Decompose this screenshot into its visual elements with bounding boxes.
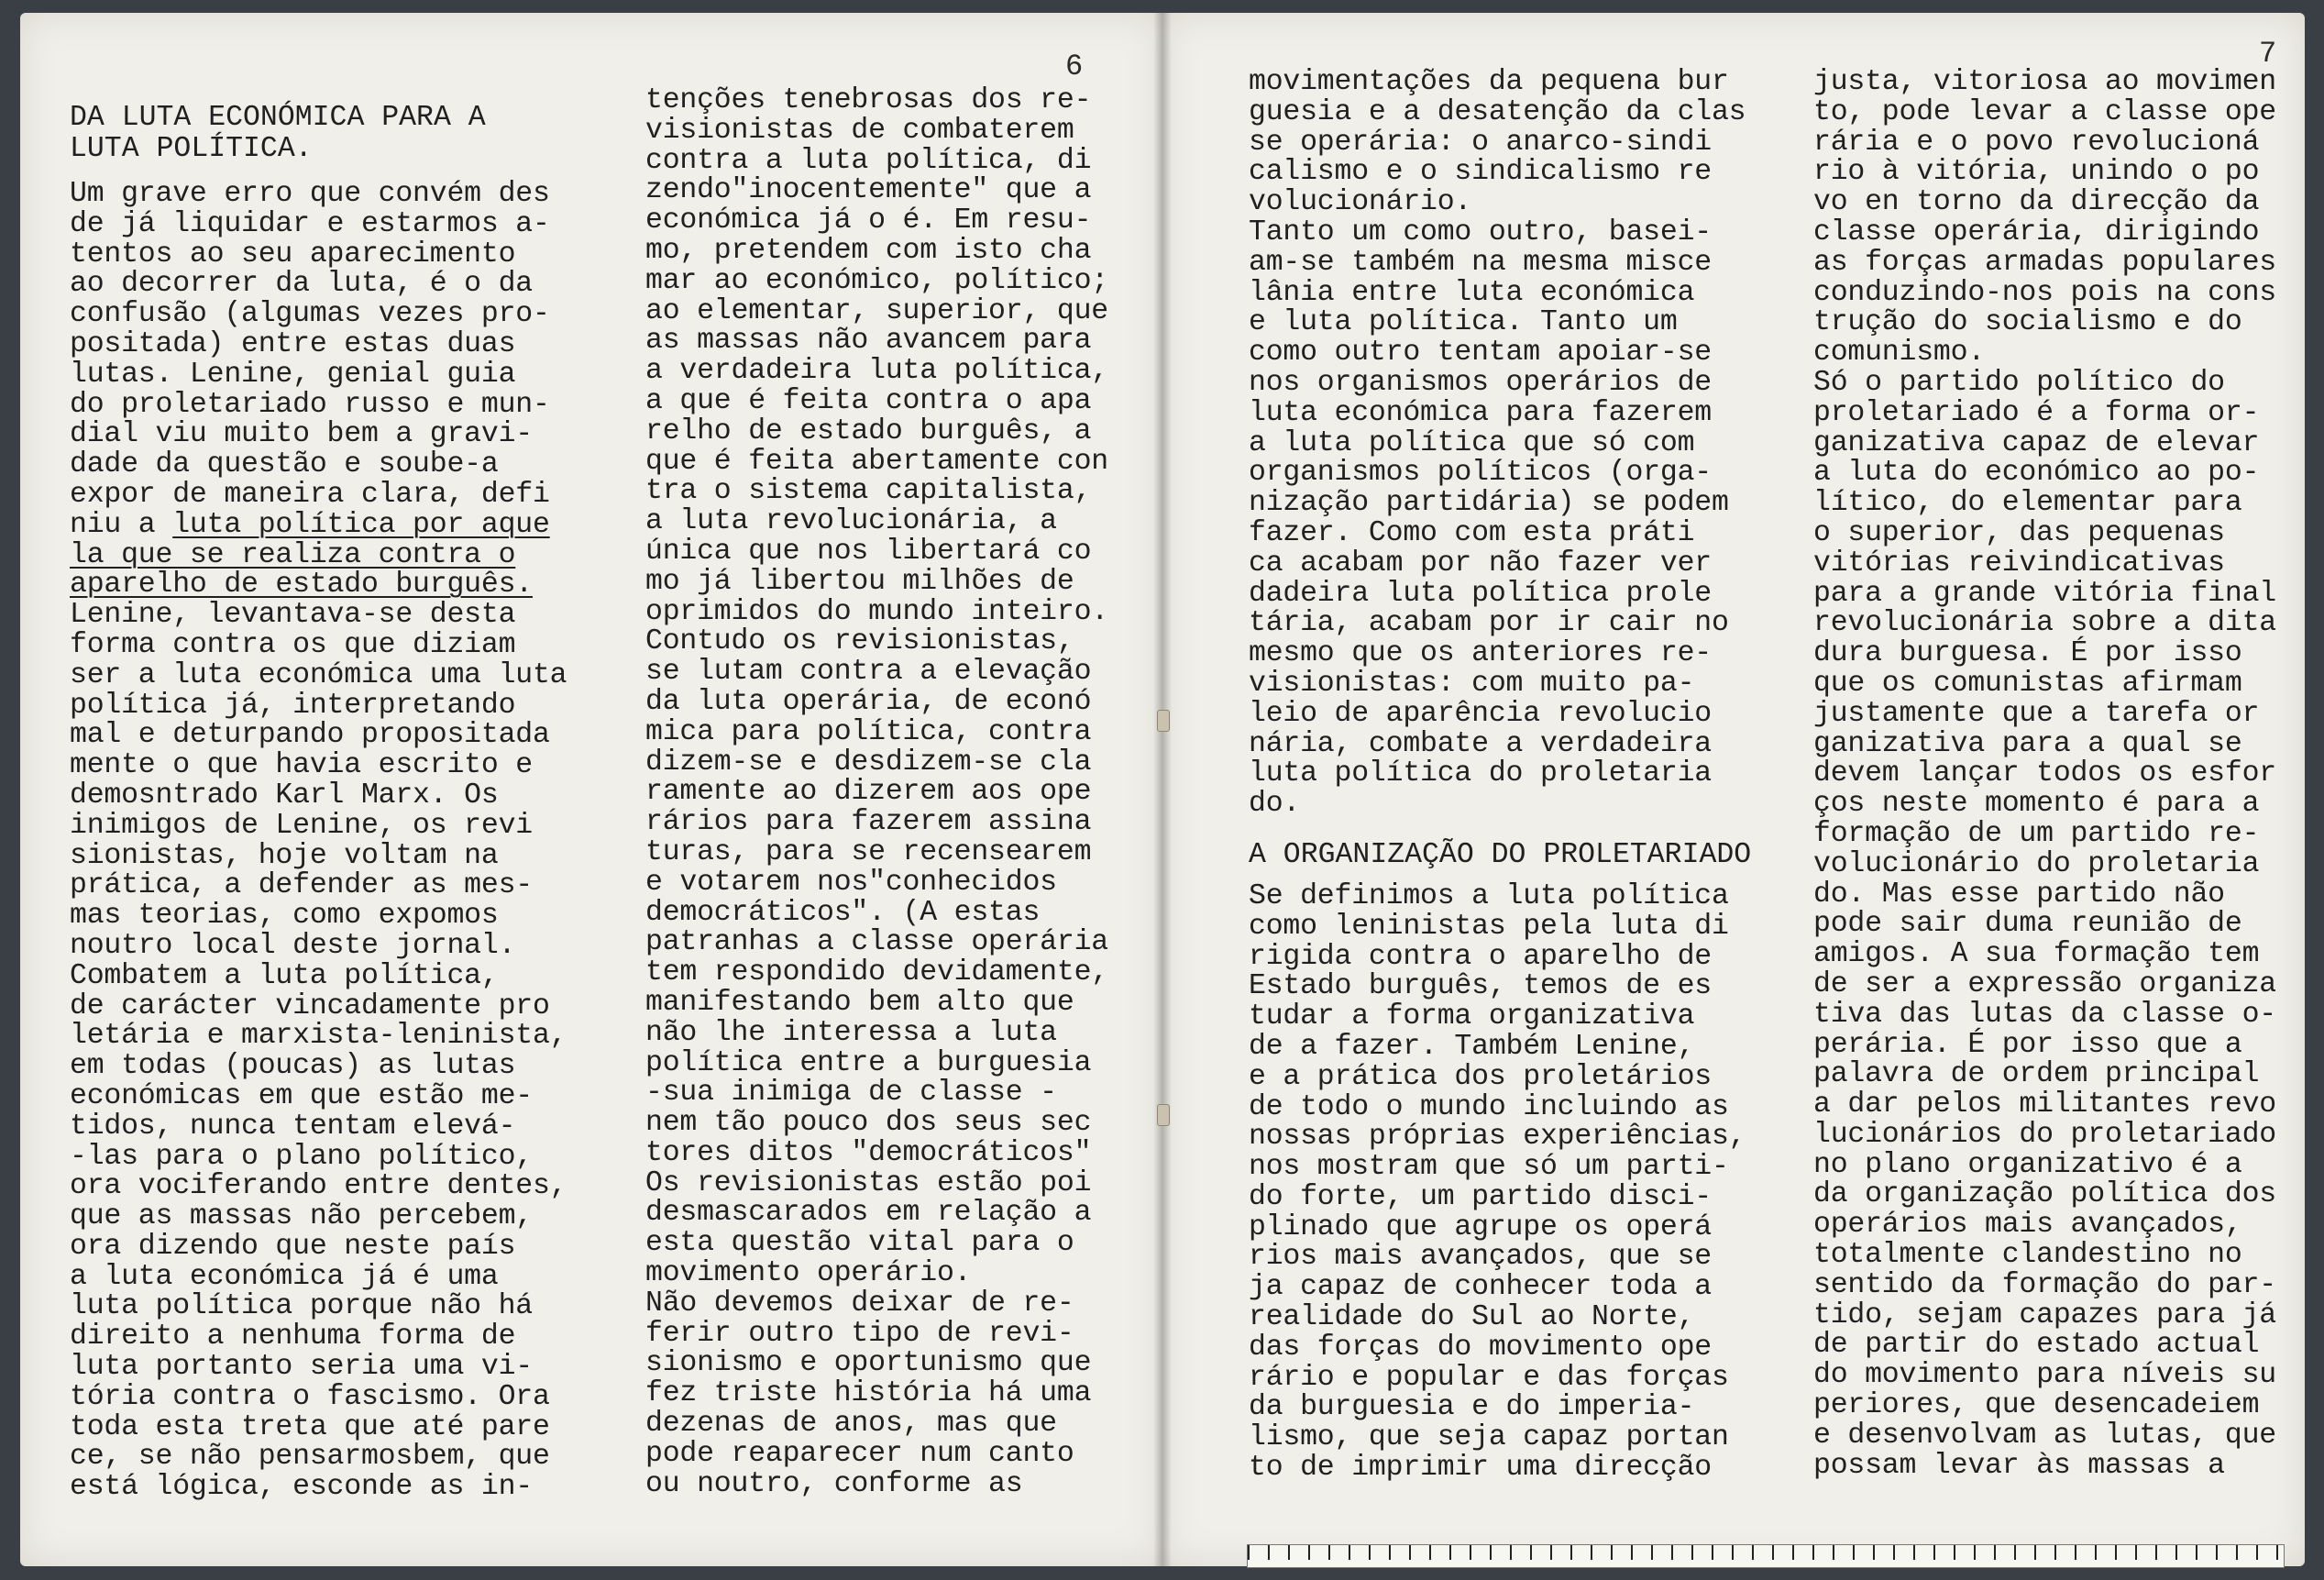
text-line: tária, acabam por ir cair no — [1249, 607, 1729, 640]
text-line: e luta política. Tanto um — [1249, 306, 1678, 339]
text-line: no plano organizativo é a — [1813, 1148, 2242, 1181]
text-line: de partir do estado actual — [1813, 1329, 2260, 1362]
text-line: tiva das lutas da classe o- — [1813, 998, 2276, 1031]
text-line: volucionário. — [1249, 186, 1472, 219]
page-number-right: 7 — [2259, 37, 2277, 71]
text-line: manifestando bem alto que — [645, 986, 1074, 1019]
text-line: política entre a burguesia — [645, 1046, 1092, 1079]
section-heading-luta: DA LUTA ECONÓMICA PARA A — [70, 102, 486, 134]
text-line: confusão (algumas vezes pro- — [70, 298, 550, 331]
text-line: sentido da formação do par- — [1813, 1268, 2276, 1301]
text-line: não lhe interessa a luta — [645, 1016, 1057, 1049]
text-line: rigida contra o aparelho de — [1249, 940, 1712, 973]
text-line: lismo, que seja capaz portan — [1249, 1421, 1729, 1454]
page-number-left: 6 — [1065, 50, 1084, 83]
text-line: ços neste momento é para a — [1813, 788, 2260, 821]
text-line: Os revisionistas estão poi — [645, 1166, 1092, 1199]
text-line: e votarem nos"conhecidos — [645, 866, 1057, 899]
text-line: ca acabam por não fazer ver — [1249, 547, 1712, 580]
text-line: devem lançar todos os esfor — [1813, 757, 2276, 790]
text-line: mente o que havia escrito e — [70, 749, 533, 782]
text-line: lutas. Lenine, genial guia — [70, 358, 516, 391]
text-line: la que se realiza contra o — [70, 538, 516, 571]
text-line: Estado burguês, temos de es — [1249, 970, 1712, 1003]
text-line: de carácter vincadamente pro — [70, 989, 550, 1022]
text-line: e a prática dos proletários — [1249, 1060, 1712, 1093]
section-heading-luta-line2: LUTA POLÍTICA. — [70, 133, 313, 165]
text-line: visionistas de combaterem — [645, 114, 1074, 147]
text-line: ganizativa capaz de elevar — [1813, 426, 2260, 459]
text-line: pode reaparecer num canto — [645, 1437, 1074, 1470]
text-line: formação de um partido re- — [1813, 817, 2260, 850]
text-line: vo en torno da direcção da — [1813, 186, 2260, 219]
text-line: lânia entre luta económica — [1249, 276, 1695, 309]
text-line: positada) entre estas duas — [70, 327, 516, 360]
text-line: Se definimos a luta política — [1249, 879, 1729, 912]
text-line: ferir outro tipo de revi- — [645, 1317, 1074, 1350]
text-line: operários mais avançados, — [1813, 1209, 2242, 1242]
text-line: conduzindo-nos pois na cons — [1813, 276, 2276, 309]
left-column-1 — [70, 103, 611, 1503]
text-line: a verdadeira luta política, — [645, 355, 1108, 388]
text-line: rária e o povo revolucioná — [1813, 126, 2260, 159]
text-line: demosntrado Karl Marx. Os — [70, 779, 499, 812]
text-line: dura burguesa. É por isso — [1813, 637, 2242, 670]
text-line: a luta política que só com — [1249, 426, 1695, 459]
text-line: ou noutro, conforme as — [645, 1467, 1023, 1500]
text-line: guesia e a desatenção da clas — [1249, 95, 1746, 128]
text-line: que é feita abertamente con — [645, 445, 1108, 478]
text-line: rário e popular e das forças — [1249, 1361, 1729, 1394]
text-line: dade da questão e soube-a — [70, 448, 499, 481]
text-line: ce, se não pensarmosbem, que — [70, 1441, 550, 1474]
text-line: visionistas: com muito pa- — [1249, 667, 1695, 700]
text-line: -las para o plano político, — [70, 1140, 533, 1173]
text-line: pode sair duma reunião de — [1813, 908, 2242, 941]
text-line: a luta do económico ao po- — [1813, 457, 2260, 490]
text-line: como outro tentam apoiar-se — [1249, 337, 1712, 370]
text-line: sionistas, hoje voltam na — [70, 839, 499, 872]
text-line: de a fazer. Também Lenine, — [1249, 1030, 1695, 1063]
staple — [1157, 1104, 1170, 1126]
text-line: movimento operário. — [645, 1257, 972, 1290]
right-column-2 — [1813, 68, 2305, 1481]
text-line: mas teorias, como expomos — [70, 900, 499, 933]
text-line: fazer. Como com esta práti — [1249, 516, 1695, 549]
book-gutter — [1153, 13, 1172, 1566]
text-line: relho de estado burguês, a — [645, 414, 1092, 447]
spacer — [1249, 820, 1790, 840]
text-line: do forte, um partido disci- — [1249, 1180, 1712, 1213]
text-line: mar ao económico, político; — [645, 264, 1108, 297]
text-line: palavra de ordem principal — [1813, 1058, 2260, 1091]
text-line: Combatem a luta política, — [70, 959, 499, 992]
text-line: de ser a expressão organiza — [1813, 967, 2276, 1000]
text-line: tidos, nunca tentam elevá- — [70, 1110, 516, 1143]
text-line: nos mostram que só um parti- — [1249, 1151, 1729, 1184]
text-line: se lutam contra a elevação — [645, 656, 1092, 689]
text-line: ja capaz de conhecer toda a — [1249, 1271, 1712, 1304]
paragraph-lines — [70, 180, 611, 1503]
section-heading-organizacao: A ORGANIZAÇÃO DO PROLETARIADO — [1249, 838, 1752, 871]
text-line: to de imprimir uma direcção — [1249, 1452, 1712, 1485]
paragraph-lines — [1249, 68, 1790, 820]
text-line: dizem-se e desdizem-se cla — [645, 746, 1092, 779]
text-line: mo, pretendem com isto cha — [645, 234, 1092, 267]
text-line: ramente ao dizerem aos ope — [645, 776, 1092, 809]
text-line: de já liquidar e estarmos a- — [70, 207, 550, 240]
text-line: económica já o é. Em resu- — [645, 204, 1092, 238]
text-line: inimigos de Lenine, os revi — [70, 809, 533, 842]
text-line: dadeira luta política prole — [1249, 577, 1712, 610]
text-line: tra o sistema capitalista, — [645, 475, 1092, 508]
text-line: mo já libertou milhões de — [645, 565, 1074, 598]
text-line: rários para fazerem assina — [645, 806, 1092, 839]
text-line: tido, sejam capazes para já — [1813, 1298, 2276, 1331]
text-line: plinado que agrupe os operá — [1249, 1210, 1712, 1243]
text-line: patranhas a classe operária — [645, 926, 1108, 959]
text-line: organismos políticos (orga- — [1249, 457, 1712, 490]
paragraph-lines — [1249, 879, 1790, 1485]
text-line: ao decorrer da luta, é o da — [70, 268, 533, 301]
text-line: da luta operária, de econó — [645, 685, 1092, 718]
text-line: aparelho de estado burguês. — [70, 569, 533, 602]
text-line: a luta revolucionária, a — [645, 505, 1057, 538]
text-line: contra a luta política, di — [645, 144, 1092, 177]
text-line: como leninistas pela luta di — [1249, 910, 1729, 943]
text-line: oprimidos do mundo inteiro. — [645, 595, 1108, 628]
text-line: nem tão pouco dos seus sec — [645, 1107, 1092, 1140]
text-line: ao elementar, superior, que — [645, 294, 1108, 327]
text-line: mesmo que os anteriores re- — [1249, 637, 1712, 670]
text-line: a que é feita contra o apa — [645, 384, 1092, 417]
text-line: fez triste história há uma — [645, 1377, 1092, 1410]
left-page — [20, 13, 1162, 1566]
text-line: -sua inimiga de classe - — [645, 1077, 1057, 1110]
text-line: tória contra o fascismo. Ora — [70, 1380, 550, 1413]
text-line: trução do socialismo e do — [1813, 306, 2242, 339]
text-line: em todas (poucas) as lutas — [70, 1050, 516, 1083]
text-line: a luta económica já é uma — [70, 1260, 499, 1293]
text-line: amigos. A sua formação tem — [1813, 938, 2260, 971]
text-line: zendo"inocentemente" que a — [645, 174, 1092, 207]
staple — [1157, 710, 1170, 732]
underlined-text: luta política por aque — [172, 508, 550, 541]
text-line: Um grave erro que convém des — [70, 178, 550, 210]
text-line: prática, a defender as mes- — [70, 869, 533, 902]
text-line: Não devemos deixar de re- — [645, 1287, 1074, 1320]
scale-ruler — [1247, 1544, 2285, 1568]
text-line: perária. É por isso que a — [1813, 1028, 2242, 1061]
text-line: democráticos". (A estas — [645, 896, 1041, 929]
text-line: proletariado é a forma or- — [1813, 396, 2260, 429]
text-line: de todo o mundo incluindo as — [1249, 1090, 1729, 1123]
text-line: comunismo. — [1813, 337, 1986, 370]
right-column-1 — [1249, 68, 1790, 1484]
text-line: do movimento para níveis su — [1813, 1359, 2276, 1392]
text-line: rio à vitória, unindo o po — [1813, 156, 2260, 189]
text-line: nização partidária) se podem — [1249, 487, 1729, 520]
text-line: para a grande vitória final — [1813, 577, 2276, 610]
text-line: lucionários do proletariado — [1813, 1118, 2276, 1151]
text-line: direito a nenhuma forma de — [70, 1320, 516, 1353]
text-line: ganizativa para a qual se — [1813, 727, 2242, 760]
text-line: mal e deturpando propositada — [70, 719, 550, 752]
text-line: que as massas não percebem, — [70, 1200, 533, 1233]
text-line: rios mais avançados, que se — [1249, 1241, 1712, 1274]
text-line: tentos ao seu aparecimento — [70, 238, 516, 271]
text-line: tudar a forma organizativa — [1249, 1000, 1695, 1033]
text-line: letária e marxista-leninista, — [70, 1020, 567, 1053]
text-line: tenções tenebrosas dos re- — [645, 84, 1092, 116]
text-line: noutro local deste jornal. — [70, 929, 516, 962]
text-line: justa, vitoriosa ao movimen — [1813, 66, 2276, 98]
text-line: toda esta treta que até pare — [70, 1410, 550, 1443]
text-line: do. — [1249, 788, 1301, 821]
text-line: nossas próprias experiências, — [1249, 1121, 1746, 1154]
text-line: luta portanto seria uma vi- — [70, 1351, 533, 1384]
text-line: dial viu muito bem a gravi- — [70, 418, 533, 451]
text-line: niu a luta política por aque — [70, 508, 550, 541]
text-line: luta política porque não há — [70, 1290, 533, 1323]
text-line: forma contra os que diziam — [70, 628, 516, 661]
text-line: am-se também na mesma misce — [1249, 246, 1712, 279]
text-line: ora vociferando entre dentes, — [70, 1170, 567, 1203]
text-line: periores, que desencadeiem — [1813, 1389, 2260, 1422]
text-line: lítico, do elementar para — [1813, 487, 2242, 520]
text-line: Só o partido político do — [1813, 366, 2225, 399]
text-line: volucionário do proletaria — [1813, 847, 2260, 880]
text-line: e desenvolvam as lutas, que — [1813, 1419, 2276, 1452]
text-line: calismo e o sindicalismo re — [1249, 156, 1712, 189]
text-line: está lógica, esconde as in- — [70, 1471, 533, 1504]
text-line: nos organismos operários de — [1249, 366, 1712, 399]
text-line: leio de aparência revolucio — [1249, 697, 1712, 730]
text-line: to, pode levar a classe ope — [1813, 95, 2276, 128]
right-page — [1162, 13, 2305, 1566]
text-line: única que nos libertará co — [645, 535, 1092, 568]
text-line: tem respondido devidamente, — [645, 956, 1108, 989]
paragraph-lines — [1813, 68, 2305, 1481]
text-line: da organização política dos — [1813, 1178, 2276, 1211]
text-line: do. Mas esse partido não — [1813, 878, 2225, 911]
text-line: nária, combate a verdadeira — [1249, 727, 1712, 760]
text-line: luta política do proletaria — [1249, 757, 1712, 790]
text-line: a dar pelos militantes revo — [1813, 1088, 2276, 1121]
text-line: do proletariado russo e mun- — [70, 388, 550, 421]
text-line: as massas não avancem para — [645, 325, 1092, 358]
text-line: realidade do Sul ao Norte, — [1249, 1301, 1695, 1334]
left-column-2 — [645, 86, 1162, 1499]
text-line: da burguesia e do imperia- — [1249, 1391, 1695, 1424]
text-line: ora dizendo que neste país — [70, 1230, 516, 1263]
text-line: desmascarados em relação a — [645, 1197, 1092, 1230]
text-line: classe operária, dirigindo — [1813, 215, 2260, 249]
text-line: Tanto um como outro, basei- — [1249, 215, 1712, 249]
text-line: se operária: o anarco-sindi — [1249, 126, 1712, 159]
text-line: tores ditos "democráticos" — [645, 1136, 1092, 1169]
text-line: totalmente clandestino no — [1813, 1239, 2242, 1272]
text-line: política já, interpretando — [70, 689, 516, 722]
paragraph-lines — [645, 86, 1162, 1499]
text-line: económicas em que estão me- — [70, 1079, 533, 1112]
text-line: justamente que a tarefa or — [1813, 697, 2260, 730]
booklet-spread — [20, 13, 2305, 1566]
text-line: as forças armadas populares — [1813, 246, 2276, 279]
text-line: mica para política, contra — [645, 715, 1092, 748]
text-line: revolucionária sobre a dita — [1813, 607, 2276, 640]
text-line: movimentações da pequena bur — [1249, 66, 1729, 98]
text-line: vitórias reivindicativas — [1813, 547, 2225, 580]
text-line: luta económica para fazerem — [1249, 396, 1712, 429]
text-line: que os comunistas afirmam — [1813, 667, 2242, 700]
text-line: das forças do movimento ope — [1249, 1331, 1712, 1364]
text-line: turas, para se recensearem — [645, 835, 1092, 868]
text-line: sionismo e oportunismo que — [645, 1347, 1092, 1380]
text-line: ser a luta económica uma luta — [70, 658, 567, 691]
text-line: dezenas de anos, mas que — [645, 1408, 1057, 1441]
text-line: o superior, das pequenas — [1813, 516, 2225, 549]
text-line: Lenine, levantava-se desta — [70, 599, 516, 632]
text-line: Contudo os revisionistas, — [645, 625, 1074, 658]
text-line: possam levar às massas a — [1813, 1449, 2225, 1482]
text-line: expor de maneira clara, defi — [70, 478, 550, 511]
text-line: esta questão vital para o — [645, 1227, 1074, 1260]
